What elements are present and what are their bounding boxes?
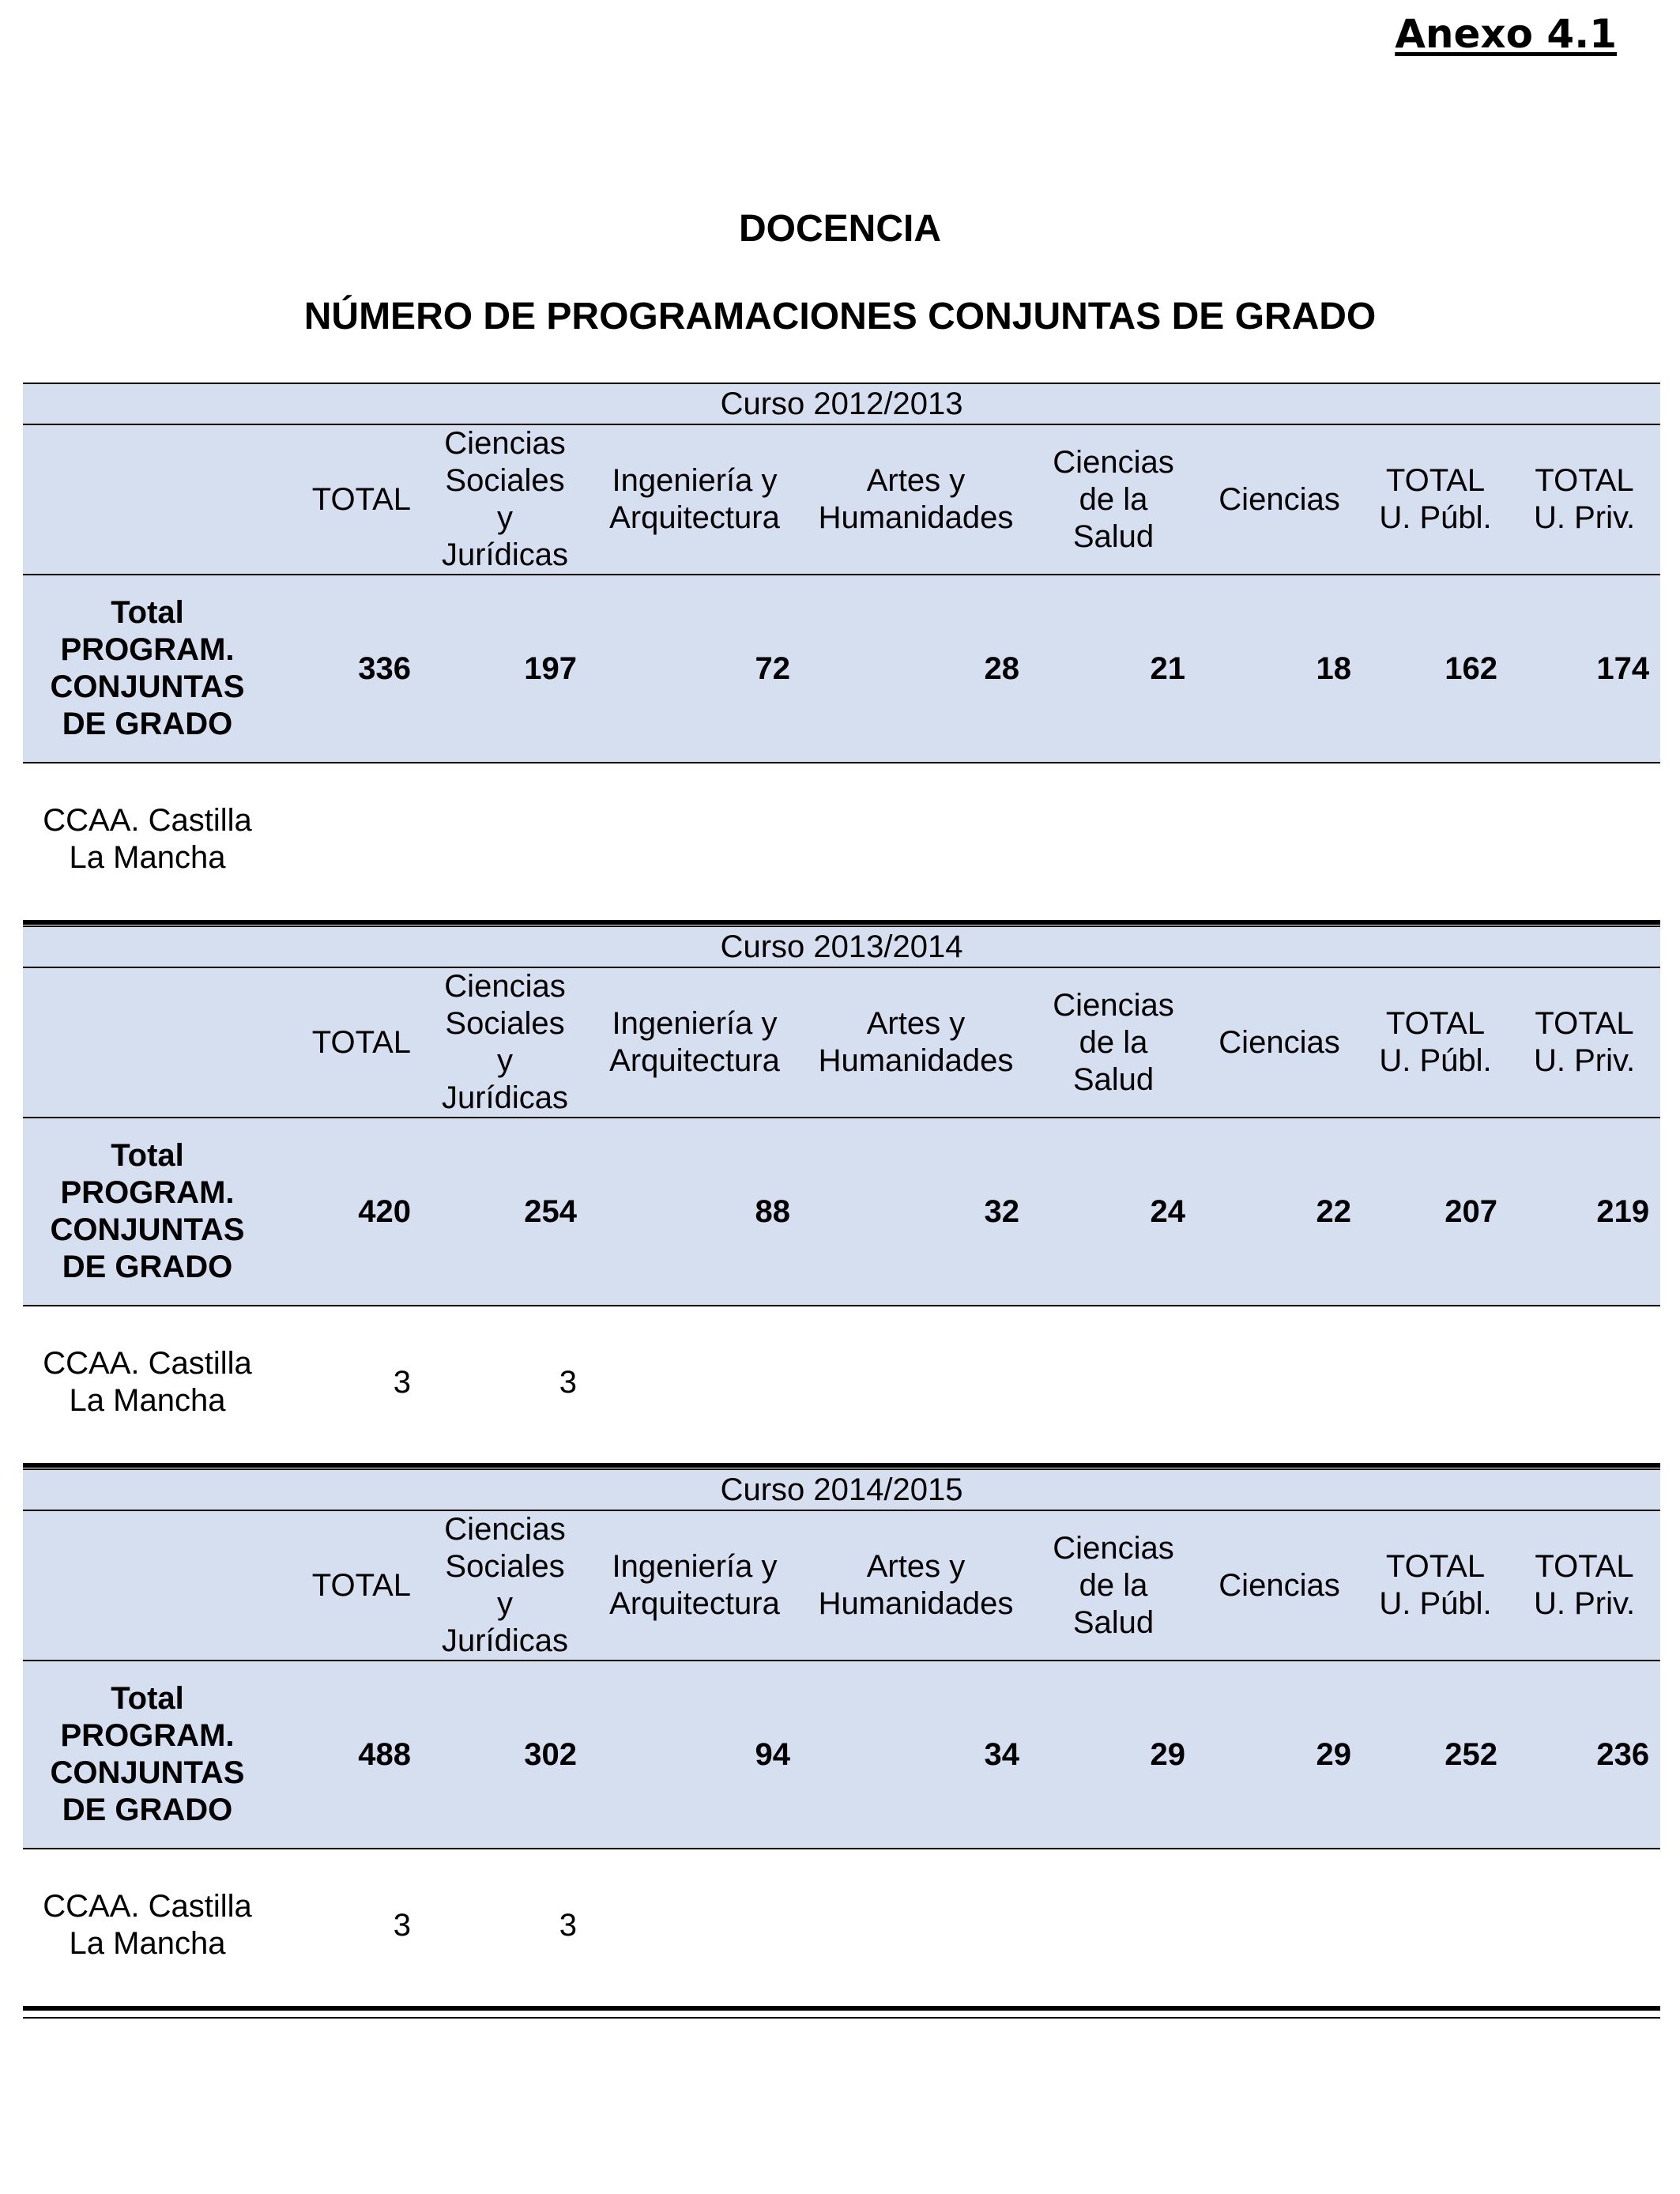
table-cell: 336 (272, 575, 422, 763)
table-cell: 94 (588, 1661, 801, 1849)
column-header: Ciencias Sociales y Jurídicas (422, 424, 588, 575)
table-cell (1030, 1306, 1196, 1458)
table-row (23, 575, 1660, 763)
table-cell (1030, 763, 1196, 915)
table-cell: 28 (801, 575, 1030, 763)
table-cell: 174 (1509, 575, 1660, 763)
column-header: TOTAL (272, 424, 422, 575)
table-cell: 252 (1362, 1661, 1509, 1849)
column-header: Artes y Humanidades (801, 1510, 1030, 1661)
page-subtitle: NÚMERO DE PROGRAMACIONES CONJUNTAS DE GRADO (303, 296, 1377, 337)
table-cell (801, 763, 1030, 915)
table-cell: 3 (422, 1849, 588, 2001)
column-header: Artes y Humanidades (801, 424, 1030, 575)
table-cell (422, 763, 588, 915)
column-header: Ciencias (1196, 967, 1362, 1118)
table-block (23, 1468, 1660, 2019)
column-header: Ciencias Sociales y Jurídicas (422, 967, 588, 1118)
column-header: Ingeniería y Arquitectura (588, 424, 801, 575)
column-header: Ingeniería y Arquitectura (588, 1510, 801, 1661)
table-cell: 197 (422, 575, 588, 763)
table-cell: 236 (1509, 1661, 1660, 1849)
table-cell (1196, 1306, 1362, 1458)
table-cell (1362, 1306, 1509, 1458)
curso-label: Curso 2012/2013 (23, 383, 1660, 424)
table-cell (1196, 763, 1362, 915)
table-cell: 72 (588, 575, 801, 763)
table-cell (588, 763, 801, 915)
annex-label: Anexo 4.1 (1395, 11, 1617, 57)
column-header: TOTAL U. Priv. (1509, 967, 1660, 1118)
table-cell: 29 (1196, 1661, 1362, 1849)
table-cell (1509, 763, 1660, 915)
table-cell: 34 (801, 1661, 1030, 1849)
column-header: TOTAL (272, 967, 422, 1118)
table-row (23, 1849, 1660, 2001)
column-header: TOTAL U. Priv. (1509, 1510, 1660, 1661)
table-cell: 18 (1196, 575, 1362, 763)
row-label: CCAA. Castilla La Mancha (23, 1306, 272, 1458)
table-cell: 3 (272, 1849, 422, 2001)
table-block (23, 925, 1660, 1476)
table-cell: 162 (1362, 575, 1509, 763)
curso-label: Curso 2013/2014 (23, 926, 1660, 967)
column-header: TOTAL U. Públ. (1362, 967, 1509, 1118)
column-header: Ciencias de la Salud (1030, 424, 1196, 575)
column-header (23, 424, 272, 575)
table-cell (1362, 763, 1509, 915)
table-cell (801, 1849, 1030, 2001)
header-row (23, 967, 1660, 1118)
table-row (23, 763, 1660, 915)
table-cell: 254 (422, 1118, 588, 1306)
row-label: Total PROGRAM. CONJUNTAS DE GRADO (23, 1661, 272, 1849)
column-header: Ciencias (1196, 1510, 1362, 1661)
table-bottom-rule (23, 2006, 1660, 2019)
table-cell (588, 1849, 801, 2001)
data-table (23, 383, 1660, 915)
curso-row (23, 926, 1660, 967)
header-row (23, 1510, 1660, 1661)
column-header: TOTAL U. Públ. (1362, 424, 1509, 575)
table-cell (1509, 1306, 1660, 1458)
table-block (23, 383, 1660, 933)
table-row (23, 1661, 1660, 1849)
column-header: Ciencias (1196, 424, 1362, 575)
table-cell: 3 (272, 1306, 422, 1458)
table-cell: 219 (1509, 1118, 1660, 1306)
column-header: Ciencias Sociales y Jurídicas (422, 1510, 588, 1661)
table-cell: 207 (1362, 1118, 1509, 1306)
table-cell: 24 (1030, 1118, 1196, 1306)
table-cell (272, 763, 422, 915)
page-title: DOCENCIA (738, 208, 941, 250)
column-header: TOTAL (272, 1510, 422, 1661)
row-label: Total PROGRAM. CONJUNTAS DE GRADO (23, 575, 272, 763)
row-label: CCAA. Castilla La Mancha (23, 763, 272, 915)
row-label: CCAA. Castilla La Mancha (23, 1849, 272, 2001)
curso-row (23, 1469, 1660, 1510)
data-table (23, 925, 1660, 1458)
table-cell: 21 (1030, 575, 1196, 763)
data-table (23, 1468, 1660, 2001)
table-row (23, 1306, 1660, 1458)
table-cell: 88 (588, 1118, 801, 1306)
table-cell: 32 (801, 1118, 1030, 1306)
table-cell: 302 (422, 1661, 588, 1849)
table-cell: 420 (272, 1118, 422, 1306)
table-row (23, 1118, 1660, 1306)
table-cell: 488 (272, 1661, 422, 1849)
curso-label: Curso 2014/2015 (23, 1469, 1660, 1510)
column-header (23, 967, 272, 1118)
table-cell (1362, 1849, 1509, 2001)
table-cell (588, 1306, 801, 1458)
column-header (23, 1510, 272, 1661)
column-header: Ciencias de la Salud (1030, 967, 1196, 1118)
table-cell (1509, 1849, 1660, 2001)
header-row (23, 424, 1660, 575)
curso-row (23, 383, 1660, 424)
table-cell (801, 1306, 1030, 1458)
column-header: TOTAL U. Públ. (1362, 1510, 1509, 1661)
table-cell: 3 (422, 1306, 588, 1458)
table-cell: 29 (1030, 1661, 1196, 1849)
table-cell (1030, 1849, 1196, 2001)
column-header: TOTAL U. Priv. (1509, 424, 1660, 575)
column-header: Ciencias de la Salud (1030, 1510, 1196, 1661)
table-cell (1196, 1849, 1362, 2001)
table-cell: 22 (1196, 1118, 1362, 1306)
row-label: Total PROGRAM. CONJUNTAS DE GRADO (23, 1118, 272, 1306)
column-header: Ingeniería y Arquitectura (588, 967, 801, 1118)
column-header: Artes y Humanidades (801, 967, 1030, 1118)
